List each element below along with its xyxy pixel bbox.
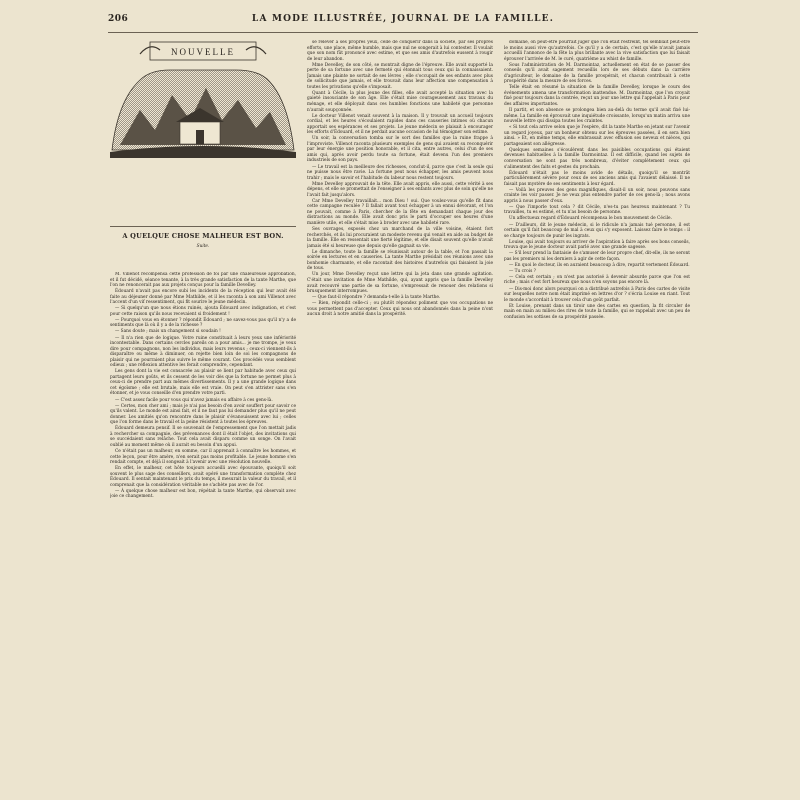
paragraph: — Rien, répondit celle-ci ; ou plutôt répondez poliment que vos occupations ne vous permettent pas d'accepter. Ceux qui nous ont abandonnés dans la peine n'ont aucun droit à notre amitié dans la prospérité. [307, 301, 493, 318]
paragraph: — Certes, mon cher ami ; mais je n'ai pas besoin d'en avoir souffert pour savoir ce qu'ils valent. Le monde est ainsi fait, et il ne faut pas lui demander plus qu'il ne peut donner. Les amitiés qu'on rencontre dans le plaisir s'évanouissent avec lui ; celles que l'on forme dans le travail et la peine résistent à toutes les épreuves. [110, 403, 296, 426]
paragraph: Mme Develley, de son côté, se montrait digne de l'épreuve. Elle avait supporté la perte de sa fortune avec une fermeté qui étonnait tous ceux qui la connaissaient. Jamais une plainte ne sortait de ses lèvres ; elle s'occupait de ses enfants avec plus de sollicitude que jamais, et elle trouvait dans leur affection une compensation à toutes les privations qu'elle s'imposait. [307, 62, 493, 90]
paragraph: — Tu crois ? [509, 268, 536, 274]
paragraph: — Que faut-il répondre ? demanda-t-elle à la tante Marthe. [312, 295, 441, 301]
paragraph: M. Villenot récompensa cette profession de foi par une chaleureuse approbation, et il fut décidé, séance tenante, à la très grande satisfaction de la tante Marthe, que l'on ne renoncerait pas aux projets conçus pour la famille Develley. [110, 272, 296, 289]
paragraph: Un jour, Mme Develley reçut une lettre qui la jeta dans une grande agitation. C'était une invitation de Mme Mathilde, qui, ayant appris que la famille Develley avait recouvré une partie de sa fortune, s'empressait de renouer des relations si brusquement interrompues. [307, 272, 493, 295]
paragraph: — D'ailleurs, dit le jeune médecin, si le ridicule n'a jamais tué personne, il est certain qu'il fait beaucoup de mal à ceux qui s'y exposent. Laissez faire le temps : il se charge toujours de punir les ingrats. [504, 222, 690, 239]
paragraph: Édouard n'était pas le moins avide de détails, quoiqu'il se montrât particulièrement sévère pour ceux de ses anciens amis qui l'avaient délaissé. Il ne faisait pas mystère de ses sentiments à leur égard. [504, 170, 690, 187]
story-subtitle: Suite. [196, 244, 210, 249]
paragraph: En effet, le malheur, cet hôte toujours accueilli avec épouvante, quoiqu'il soit souvent le plus sage des conseillers, avait opéré une transformation complète chez Édouard. Il sentait maintenant le prix du temps, il mesurait la valeur du travail, et il comprenait que la considération véritable ne s'achète pas avec de l'or. [110, 466, 296, 488]
paragraph: — À quelque chose malheur est bon, répétait la tante Marthe, qui observait avec joie ce changement. [110, 488, 296, 500]
paragraph: Ses ouvrages, exposés chez un marchand de la ville voisine, étaient fort recherchés, et ils lui procuraient un modeste revenu qui venait en aide au budget de la famille. Elle en ressentait une fierté légitime, et elle disait souvent qu'elle n'avait jamais été si heureuse que depuis qu'elle gagnait sa vie. [307, 227, 493, 249]
paragraph: — C'est assez facile pour vous qui n'avez jamais eu affaire à ces gens-là. [115, 397, 273, 403]
paragraph: Les gens dont la vie est consacrée au plaisir se lient par habitude avec ceux qui partagent leurs goûts, et ils cessent de les voir dès que la fortune ne permet plus à ceux-ci de prendre part aux mêmes divertissements. Il y a une grande logique dans cet égoïsme ; elle est brutale, mais elle est vraie. On peut s'en attrister sans s'en étonner, et je vous conseille d'en prendre votre parti. [110, 369, 296, 397]
paragraph: — Pourquoi vous en étonner ? répondit Édouard ; ne savez-vous pas qu'il n'y a de sentiments que là où il y a de la richesse ? [110, 317, 296, 329]
paragraph: Il partit, et son absence se prolongea bien au-delà du terme qu'il avait fixé lui-même. La famille en éprouvait une inquiétude croissante, lorsqu'un matin arriva une nouvelle lettre qui dissipa toutes les craintes. [504, 108, 690, 125]
paragraph: — En quoi le docteur, ils en auraient beaucoup à dire, repartit vertement Édouard. [509, 262, 690, 268]
column-1 [110, 272, 296, 778]
paragraph: domaine, on peut-être pourrait juger que l'on était restreint, tel semblait peut-être le moins aussi vive qu'autrefois. Ce qu'il y a de certain, c'est qu'elle n'avait jamais accueilli l'annonce de la fête la plus brillante avec la vive satisfaction que lui faisait éprouver l'arrivée de M. le curé, quatrième au whist de famille. [504, 40, 690, 62]
paragraph: — Le travail est la meilleure des richesses, conclut-il, parce que c'est la seule qui ne puisse nous être ravie. La fortune peut nous échapper, les amis peuvent nous trahir ; mais le savoir et l'habitude du labeur nous restent toujours. [307, 164, 493, 181]
paragraph: Le dimanche, toute la famille se réunissait autour de la table, et l'on passait la soirée en lectures et en causeries. La tante Marthe présidait ces réunions avec une bonhomie charmante, et elle racontait des histoires d'autrefois qui faisaient la joie de tous. [307, 249, 493, 272]
paragraph: — Que l'imporle tout cela ? dit Cécile, n'es-tu pas heureux maintenant ? Tu travailles, tu es estimé, et tu n'as besoin de personne. [504, 204, 690, 216]
paragraph: — S'il leur prend la fantaisie de s'amuser de leur propre chef, dit-elle, ils ne seront pas les premiers ni les derniers à agir de cette façon. [504, 251, 690, 262]
paragraph: Et Louise, prenant dans un tiroir une des cartes en question, la fit circuler de main en main au milieu des rires de toute la famille, qui se rappelait avec un peu de confusion les sottises de sa prospérité passée. [504, 303, 690, 320]
paragraph: Mme Develley approuvait de la tête. Elle avait appris, elle aussi, cette vérité à ses dépens, et elle se promettait de l'enseigner à ses enfants avec plus de soin qu'elle ne l'avait fait jusqu'alors. [307, 181, 493, 198]
page-number: 206 [108, 14, 129, 24]
paragraph: — Cela est certain ; on n'est pas autorisé à devenir absurde parce que l'on est riche ; mais c'est fort heureux que nous n'en soyons pas encore là. [504, 274, 690, 286]
story-title: A QUELQUE CHOSE MALHEUR EST BON. [122, 232, 284, 240]
journal-title: LA MODE ILLUSTRÉE, JOURNAL DE LA FAMILLE. [251, 14, 555, 24]
paragraph: Un affectueux regard d'Édouard récompensa le bon mouvement de Cécile. [509, 216, 672, 222]
paragraph: « Si tout cela arrive selon que je l'espère, dit la tante Marthe en jetant sur l'avenir un regard joyeux, par un bonheur obtenu sur les épreuves passées, il en sera bien ainsi. » Et, en même temps, elle embrassait avec effusion ses neveux et nièces, qui partageaient son allégresse. [504, 125, 690, 147]
paragraph: Telle était en résumé la situation de la famille Develley, lorsque le cours des événements amena une transformation inattendue. M. Darmointaz, que l'on croyait fixé pour toujours dans la contrée, reçut un jour une lettre qui l'appelait à Paris pour des affaires importantes. [504, 85, 690, 108]
vignette-banner: NOUVELLE [171, 47, 235, 57]
paragraph: Un soir, la conversation tomba sur le sort des familles que la ruine frappe à l'improviste. Villenot raconta plusieurs exemples de gens qui avaient su reconquérir par leur énergie une position honorable, et il cita, entre autres, celui d'un de ses amis qui, après avoir perdu toute sa fortune, était devenu l'un des premiers industriels de son pays. [307, 136, 493, 164]
paragraph: Quelques semaines s'écoulèrent dans les paisibles occupations qui étaient devenues habituelles à la famille Darmointaz. Il est difficile, quand les sujets de conversation ne sont pas très nombreux, d'éviter complètement ceux qui s'alimentent des faits et gestes du prochain. [504, 147, 690, 170]
column-2 [307, 40, 493, 778]
paragraph: — Dis-moi donc alors pourquoi on a distribué autrefois à Paris des cartes de visite sur lesquelles notre nom était imprimé en lettres d'or ? s'écria Louise en riant. Tout le monde s'accordait à trouver cela d'un goût parfait. [504, 286, 690, 303]
paragraph: Sous l'administration de M. Darmointaz, actuellement en état de se passer des conseils qu'il avait sagement recueillis lors de ses débuts dans la carrière d'agriculteur, le domaine de la famille prospérait, et chacun contribuait à cette prospérité dans la mesure de ses forces. [504, 62, 690, 85]
paragraph: Édouard demeura pensif. Il se souvenait de l'empressement que l'on mettait jadis à rechercher sa compagnie, des prévenances dont il était l'objet, des invitations qui se succédaient sans relâche. Tout cela avait disparu comme un songe. On l'avait oublié au moment même où il aurait eu besoin d'un appui. [110, 426, 296, 448]
paragraph: Le docteur Villenot venait souvent à la maison. Il y trouvait un accueil toujours cordial, et les heures s'écoulaient rapides dans ces causeries intimes où chacun apportait ses espérances et ses projets. Le jeune médecin se plaisait à encourager les efforts d'Édouard, et il ne perdait aucune occasion de lui témoigner son estime. [307, 113, 493, 136]
paragraph: Car Mme Develley travaillait... mon Dieu ! oui. Que voulez-vous qu'elle fît dans cette campagne reculée ? Il fallait avant tout échapper à un ennui dévorant, et l'on ne pouvait, comme à Paris, chercher de la fête en demandant chaque jour des distractions au monde. Elle avait donc pris le parti d'occuper ses heures d'une manière utile, et elle s'était mise à broder avec une habileté rare. [307, 198, 493, 226]
paragraph: Ce n'était pas un malheur, en somme, car il apprenait à connaître les hommes, et cette leçon, pour être amère, n'en serait pas moins profitable. Le jeune homme s'en rendait compte, et déjà il songeait à l'avenir avec une résolution nouvelle. [110, 448, 296, 466]
title-rule-top [110, 226, 296, 227]
nouvelle-vignette [110, 40, 296, 158]
page-header [108, 14, 698, 33]
paragraph: — Si quelqu'un que nous étions ruinés, ajouta Édouard avec indignation, et c'est pour cette raison qu'ils nous recevaient si froidement ! [110, 306, 296, 317]
paragraph: se relever à ses propres yeux, celle de conquérir dans la société, par ses propres efforts, une place, même humble, mais que nul ne songerait à lui contester. Il voulait que son nom fût prononcé avec estime, et que ses amis d'autrefois eussent à rougir de leur abandon. [307, 40, 493, 62]
paragraph: — Voilà les preuves des gens magnifiques, disait-il un soir, nous pouvons sans crainte les voir passer. Je ne veux plus entendre parler de ces gens-là ; nous avons appris à nous passer d'eux. [504, 187, 690, 204]
paragraph: Quant à Cécile, la plus jeune des filles, elle avait accepté la situation avec la gaieté insouciante de son âge. Elle s'était mise courageusement aux travaux du ménage, et elle déployait dans ces humbles fonctions une habileté que personne n'aurait soupçonnée. [307, 90, 493, 113]
column-3 [504, 40, 690, 778]
paragraph: Édouard n'avait pas encore subi les incidents de la réception qui leur avait été faite au déjeuner donné par Mme Mathilde, et il les raconta à son ami Villenot avec l'accent d'un vif ressentiment, qui fit sourire le jeune médecin. [110, 289, 296, 306]
paragraph: — Sans doute ; mais un changement si soudain ! [115, 329, 221, 335]
paragraph: Louise, qui avait toujours su arriver de l'aspiration à faire après ses bons conseils, trouva que le jeune docteur avait parlé avec une grande sagesse. [504, 239, 690, 251]
paragraph: — Il n'a rien que de logique. Votre ruine constituait à leurs yeux une infériorité incontestable. Dans certains cercles pareils on a pour amis... je me trompe, je veux dire pour compagnons, non les individus, mais leurs revenus ; ceux-ci viennent-ils à disparaître ou même à diminuer, on rejette bien loin de soi les compagnons de plaisir qui ne pourraient plus suivre le même courant. Ces procédés vous semblent odieux ; une réflexion attentive les ferait comprendre, cependant. [110, 335, 296, 369]
